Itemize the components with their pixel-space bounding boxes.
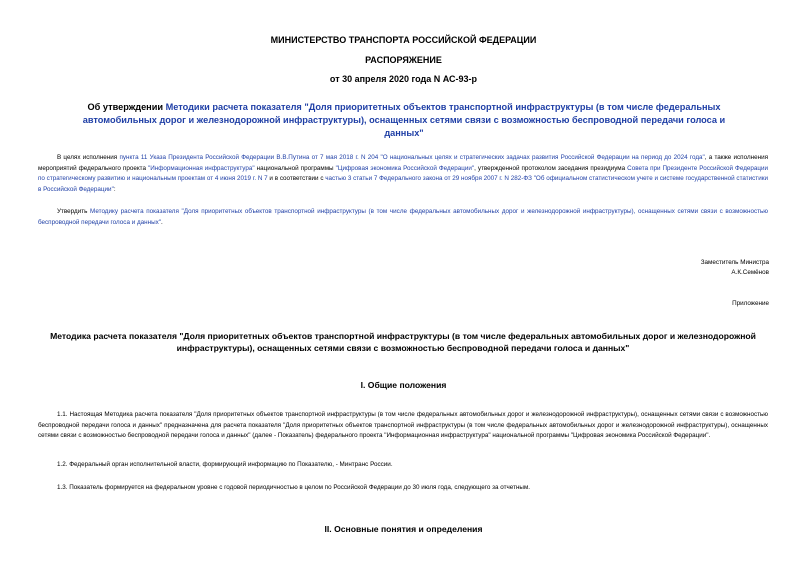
p1-text-4: , утвержденной протоколом заседания президиума: [474, 164, 628, 172]
document-title: [68, 101, 740, 140]
title-methodology-link[interactable]: Методики расчета показателя "Доля приоритетных объектов транспортной инфраструктуры (в том числе федеральных автомобильных дорог и железнодорожной инфраструктуры), оснащенных сетями связи с возможностью беспроводной передачи голоса и данных": [82, 102, 726, 138]
section-1-title: I. Общие положения: [360, 380, 447, 390]
national-program-link[interactable]: "Цифровая экономика Российской Федерации": [335, 164, 475, 172]
p1-text-2: , а также исполнения мероприятий федерального проекта: [38, 154, 768, 172]
p1-text-1: В целях исполнения: [57, 154, 120, 161]
signature-position: Заместитель Министра: [700, 259, 769, 266]
section-2-title: II. Основные понятия и определения: [324, 524, 483, 534]
approve-paragraph: [38, 207, 768, 228]
p1-text-3: национальной программы: [254, 164, 336, 172]
decree-link[interactable]: пункта 11 Указа Президента Российской Федерации В.В.Путина от 7 мая 2018 г. N 204 "О национальных целях и стратегических задачах развития Российской Федерации на период до 2024 года": [119, 154, 705, 161]
methodology-title: Методика расчета показателя "Доля приоритетных объектов транспортной инфраструктуры (в том числе федеральных автомобильных дорог и железнодорожной инфраструктуры), оснащенных сетями связи с возможностью беспроводной передачи голоса и данных": [50, 331, 756, 353]
title-prefix: Об утверждении: [87, 102, 166, 112]
annex-label: Приложение: [732, 300, 769, 307]
signature-block: [701, 258, 769, 278]
document-date-number: от 30 апреля 2020 года N АС-93-р: [329, 74, 478, 84]
p1-text-6: :: [113, 185, 116, 193]
methodology-link[interactable]: Методику расчета показателя "Доля приоритетных объектов транспортной инфраструктуры (в том числе федеральных автомобильных дорог и железнодорожной инфраструктуры), оснащенных сетями связи с возможностью беспроводной передачи голоса и данных": [38, 208, 768, 226]
section-1-paragraph-2: 1.2. Федеральный орган исполнительной власти, формирующий информацию по Показателю, - Минтранс России.: [57, 461, 393, 468]
ministry-heading: МИНИСТЕРСТВО ТРАНСПОРТА РОССИЙСКОЙ ФЕДЕРАЦИИ: [270, 35, 537, 45]
preamble-paragraph: [38, 153, 768, 195]
p2-text-1: Утвердить: [57, 208, 91, 215]
federal-law-link[interactable]: частью 3 статьи 7 Федерального закона от 29 ноября 2007 г. N 282-ФЗ "Об официальном статистическом учете и системе государственной статистики в Российской Федерации": [38, 175, 768, 193]
p2-text-2: .: [161, 218, 163, 226]
federal-project-link[interactable]: "Информационная инфраструктура": [147, 164, 255, 172]
document-type: РАСПОРЯЖЕНИЕ: [365, 55, 442, 65]
section-1-paragraph-3: 1.3. Показатель формируется на федеральном уровне с годовой периодичностью в целом по Российской Федерации до 30 июля года, следующего за отчетным.: [57, 484, 531, 491]
section-1-paragraph-1: 1.1. Настоящая Методика расчета показателя "Доля приоритетных объектов транспортной инфраструктуры (в том числе федеральных автомобильных дорог и железнодорожной инфраструктуры), оснащенных сетями связи с возможностью беспроводной передачи голоса и данных" предназначена для расчета показателя "Доля приоритетных объектов транспортной инфраструктуры (в том числе федеральных автомобильных дорог и железнодорожной инфраструктуры), оснащенных сетями связи с возможностью беспроводной передачи голоса и данных" (далее - Показатель) федерального проекта "Информационная инфраструктура" национальной программы "Цифровая экономика Российской Федерации".: [38, 411, 768, 439]
signature-name: А.К.Семёнов: [731, 269, 769, 276]
council-protocol-link[interactable]: Совета при Президенте Российской Федерации по стратегическому развитию и национальным проектам от 4 июня 2019 г. N 7: [38, 164, 769, 182]
p1-text-5: и в соответствии с: [267, 175, 326, 182]
